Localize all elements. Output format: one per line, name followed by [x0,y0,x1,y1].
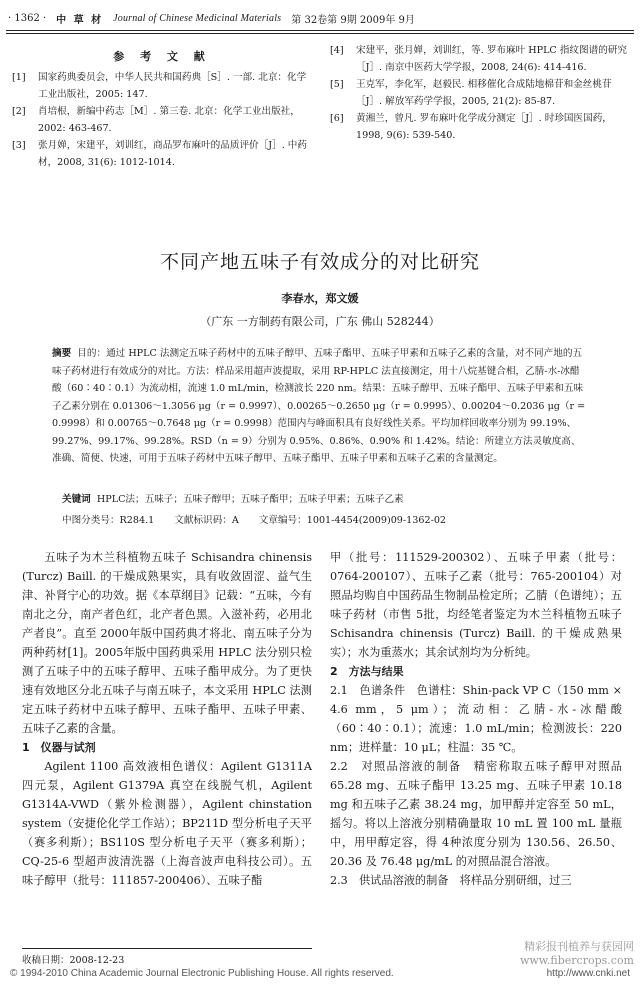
references-right-column [330,42,630,144]
body-paragraph: 五味子为木兰科植物五味子 Schisandra chinensis (Turcz) Baill. 的干燥成熟果实，具有收敛固涩、益气生津、补肾宁心的功效。据《本草纲目》记载：“五味，今有南北之分，南产者色红，北产者色黑。入滋补药，必用北产者良”。直至 2000年版中国药典才将北、南五味子分为两种药材[1]。2005年版中国药典采用 HPLC 法分别只检测了五味子中的五味子醇甲、五味子酯甲成分。为了更快速有效地区分北五味子与南五味子，本文采用 HPLC 法测定五味子药材中五味子醇甲、五味子酯甲、五味子甲素、五味子乙素的含量。 [22,551,312,735]
keywords-label: 关键词 [62,494,91,505]
references-left-column [12,42,312,171]
reference-item [12,69,312,103]
reference-text: 王克军，李化军，赵毅民. 相移催化合成陆地棉苷和金丝桃苷［J］. 解放军药学学报，2005, 21(2): 85-87. [356,79,612,107]
document-code: 文献标识码：A [174,515,239,526]
received-date: 收稿日期：2008-12-23 [22,948,312,966]
classification-number: 中图分类号：R284.1 [62,515,155,526]
reference-text: 国家药典委员会，中华人民共和国药典［S］. 一部. 北京：化学工业出版社，2005: 147. [38,72,307,100]
reference-number: [4] [330,45,344,56]
header-rule [6,30,634,31]
body-paragraph: 2.1 色谱条件 色谱柱：Shin-pack VP C（150 mm × 4.6 mm，5 μm）；流动相：乙腈-水-冰醋酸（60∶40∶0.1）；流速：1.0 mL/min；检测波长：220 nm；进样量：10 μL；柱温：35 ℃。 [330,684,622,754]
body-paragraph: 甲（批号：111529-200302）、五味子甲素（批号：0764-200107）、五味子乙素（批号：765-200104）对照品均购自中国药品生物制品检定所；乙腈（色谱纯）；五味子药材（市售 5批，均经笔者鉴定为木兰科植物五味子 Schisandra chinensis (Turcz) Baill. 的干燥成熟果实）；水为重蒸水；其余试剂均为分析纯。 [330,551,622,659]
body-paragraph: 2.3 供试品溶液的制备 将样品分别研细，过三 [330,874,572,887]
watermark-line2: www.fibercrops.com [519,954,634,967]
article-title: 不同产地五味子有效成分的对比研究 [159,251,480,273]
body-paragraph: Agilent 1100 高效液相色谱仪：Agilent G1311A 四元泵，Agilent G1379A 真空在线脱气机，Agilent G1314A-VWD（紫外检测器），Agilent chinstation system（安捷伦化学工作站）；BP211D 型分析电子天平（赛多利斯）；BS110S 型分析电子天平（赛多利斯）；CQ-25-6 型超声波清洗器（上海音波声电科技公司）。五味子醇甲（批号：111857-200406）、五味子酯 [22,760,312,887]
body-left-column [22,548,312,890]
reference-text: 宋建平，张月婵，刘训红，等. 罗布麻叶 HPLC 指纹图谱的研究［J］. 南京中医药大学学报，2008, 24(6): 414-416. [356,45,627,73]
reference-number: [2] [12,106,26,117]
reference-item [330,42,630,76]
reference-item [330,76,630,110]
watermark [520,940,634,968]
journal-name-cn: 中 草 材 [56,14,104,26]
issue-info: 第 32卷第 9期 2009年 9月 [291,14,415,26]
reference-number: [3] [12,140,26,151]
reference-text: 黄湘兰，曾凡. 罗布麻叶化学成分测定［J］. 时珍国医国药，1998, 9(6): 539-540. [356,113,612,141]
page-footer [10,968,630,979]
abstract-label: 摘要 [52,348,72,359]
reference-item [12,103,312,137]
article-authors: 李春水，郑文媛 [281,292,359,305]
classification-line [62,512,592,526]
section-heading: 2 方法与结果 [330,665,404,678]
reference-number: [1] [12,72,26,83]
reference-item [12,137,312,171]
reference-text: 张月婵，宋建平，刘训红，商品罗布麻叶的品质评价［J］. 中药材，2008, 31(6): 1012-1014. [38,140,307,168]
reference-item [330,110,630,144]
reference-number: [6] [330,113,344,124]
footer-url[interactable]: http://www.cnki.net [546,968,630,979]
running-header [8,10,632,26]
section-heading: 1 仪器与试剂 [22,741,96,754]
keywords [62,491,592,505]
header-rule-thin [6,33,634,34]
abstract [52,345,588,468]
article-affiliation: （广东 一方制药有限公司，广东 佛山 528244） [200,315,440,328]
body-right-column [330,548,622,890]
abstract-text: 目的：通过 HPLC 法测定五味子药材中的五味子醇甲、五味子酯甲、五味子甲素和五味子乙素的含量，对不同产地的五味子药材进行有效成分的对比。方法：样品采用超声波提取，采用 RP-HPLC 法直接测定，用十八烷基键合相，乙腈-水-冰醋酸（60∶40∶0.1）为流动相，流速 1.0 mL/min，检测波长 220 nm。结果：五味子醇甲、五味子酯甲、五味子甲素和五味子乙素分别在 0.01306～1.3056 μg（r = 0.9997）、0.00265～0.2650 μg（r = 0.9995）、0.00204～0.2036 μg（r = 0.9998）和 0.00765～0.7648 μg（r = 0.9998）范围内与峰面积具有良好线性关系。平均加样回收率分别为 99.19%、99.27%、99.17%、99.28%。RSD（n = 9）分别为 0.95%、0.86%、0.90% 和 1.42%。结论：所建立方法灵敏度高、准确、简便、快速，可用于五味子药材中五味子醇甲、五味子酯甲、五味子甲素和五味子乙素的含量测定。 [52,348,586,464]
watermark-line1: 精彩报刊植养与获园网 [524,940,634,953]
article-number: 文章编号：1001-4454(2009)09-1362-02 [258,515,447,526]
body-paragraph: 2.2 对照品溶液的制备 精密称取五味子醇甲对照品 65.28 mg、五味子酯甲 13.25 mg、五味子甲素 10.18 mg 和五味子乙素 38.24 mg，加甲醇并定容至 50 mL，摇匀。将以上溶液分别精确量取 10 mL 置 100 mL 量瓶中，用甲醇定容，得 4种浓度分别为 130.56、26.50、20.36 及 76.48 μg/mL 的对照品混合溶液。 [330,760,622,868]
copyright-text: © 1994-2010 China Academic Journal Electronic Publishing House. All rights reserved. [10,968,394,979]
page-number: · 1362 · [8,12,47,24]
references-heading: 参 考 文 献 [113,50,211,63]
keywords-text: HPLC法；五味子；五味子醇甲；五味子酯甲；五味子甲素；五味子乙素 [96,494,404,505]
reference-number: [5] [330,79,344,90]
journal-name-en: Journal of Chinese Medicinal Materials [113,12,282,24]
reference-text: 肖培根，新编中药志［M］. 第三卷. 北京：化学工业出版社，2002: 463-467. [38,106,300,134]
